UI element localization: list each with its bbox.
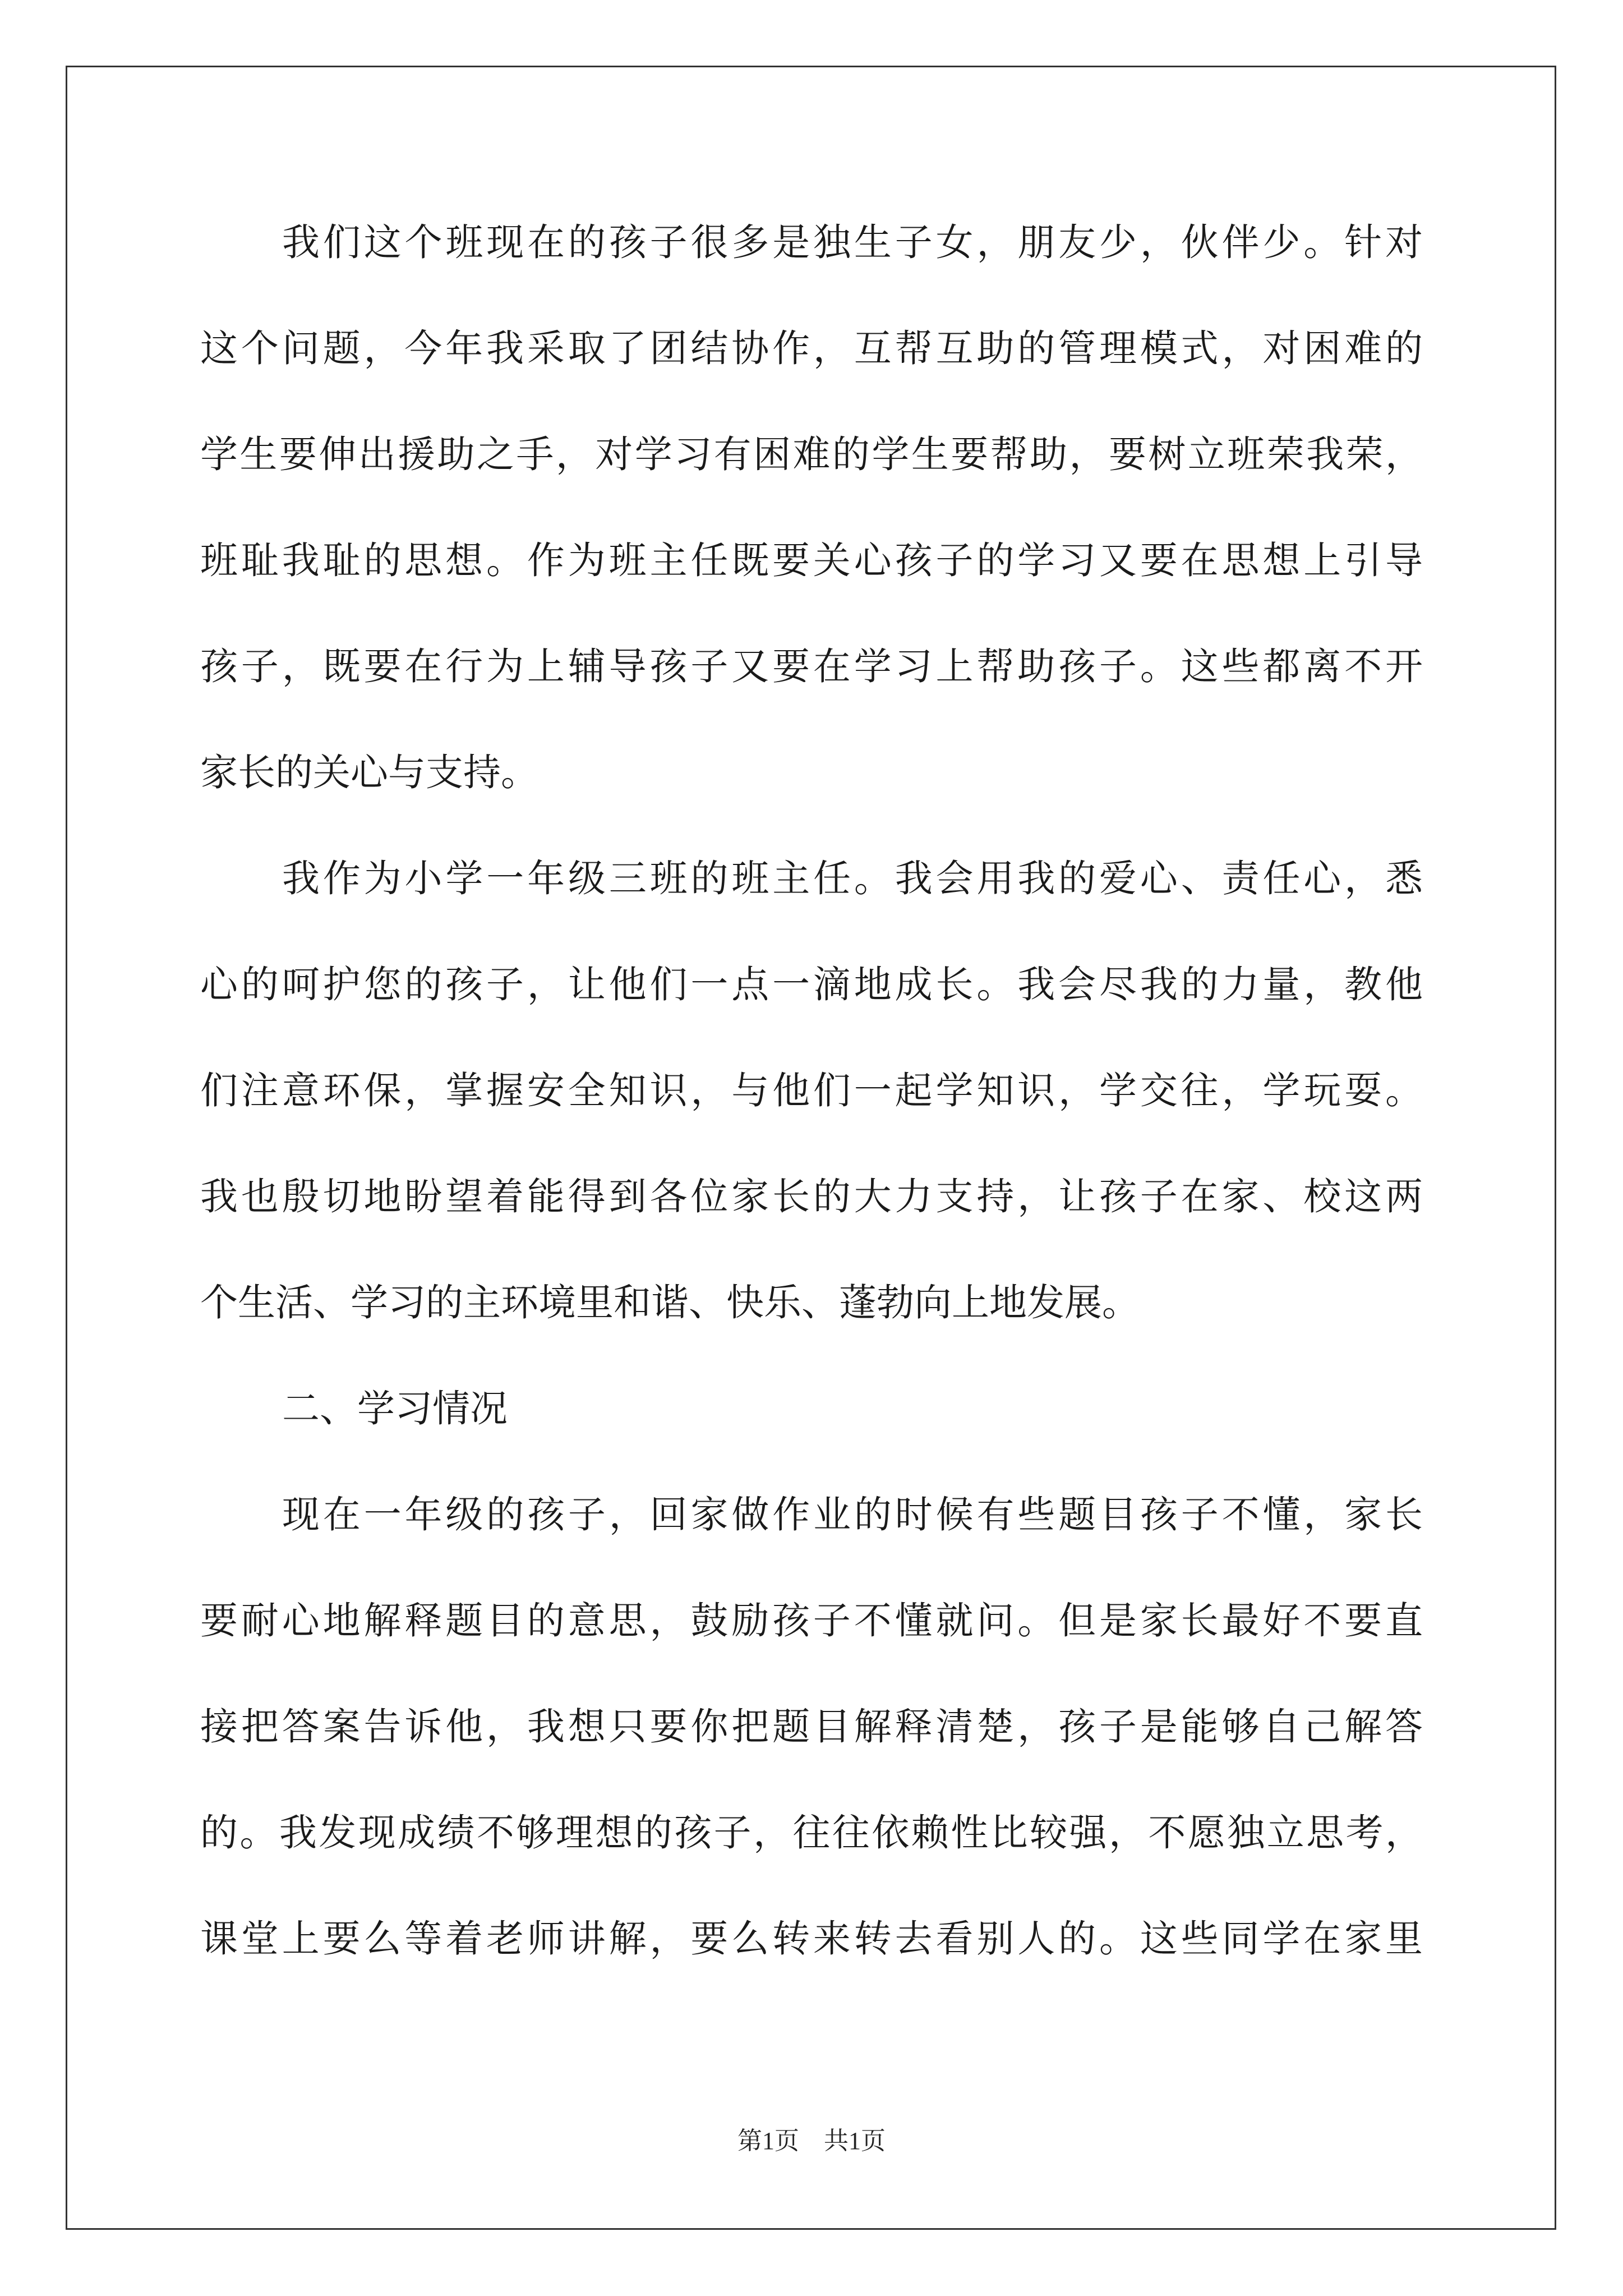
page-footer: 第1页 共1页 [737,2127,886,2155]
text-line: 个生活、学习的主环境里和谐、快乐、蓬勃向上地发展。 [200,1281,1140,1324]
text-line: 课堂上要么等着老师讲解，要么转来转去看别人的。这些同学在家里 [200,1917,1423,1961]
text-line: 学生要伸出援助之手，对学习有困难的学生要帮助，要树立班荣我荣， [200,432,1423,476]
text-line: 心的呵护您的孩子，让他们一点一滴地成长。我会尽我的力量，教他 [200,963,1423,1006]
section-heading: 二、学习情况 [282,1387,508,1430]
text-line: 接把答案告诉他，我想只要你把题目解释清楚，孩子是能够自己解答 [200,1705,1423,1749]
text-line: 现在一年级的孩子，回家做作业的时候有些题目孩子不懂，家长 [282,1493,1423,1536]
text-line: 家长的关心与支持。 [200,751,538,794]
text-line: 要耐心地解释题目的意思，鼓励孩子不懂就问。但是家长最好不要直 [200,1599,1423,1642]
text-line: 我作为小学一年级三班的班主任。我会用我的爱心、责任心，悉 [282,857,1423,900]
page-border [66,66,1556,2230]
text-line: 孩子，既要在行为上辅导孩子又要在学习上帮助孩子。这些都离不开 [200,645,1423,688]
text-line: 我们这个班现在的孩子很多是独生子女，朋友少，伙伴少。针对 [282,220,1423,264]
text-line: 这个问题，今年我采取了团结协作，互帮互助的管理模式，对困难的 [200,326,1423,370]
text-line: 班耻我耻的思想。作为班主任既要关心孩子的学习又要在思想上引导 [200,539,1423,582]
text-line: 们注意环保，掌握安全知识，与他们一起学知识，学交往，学玩耍。 [200,1069,1423,1112]
text-line: 我也殷切地盼望着能得到各位家长的大力支持，让孩子在家、校这两 [200,1175,1423,1218]
text-line: 的。我发现成绩不够理想的孩子，往往依赖性比较强，不愿独立思考， [200,1811,1423,1855]
